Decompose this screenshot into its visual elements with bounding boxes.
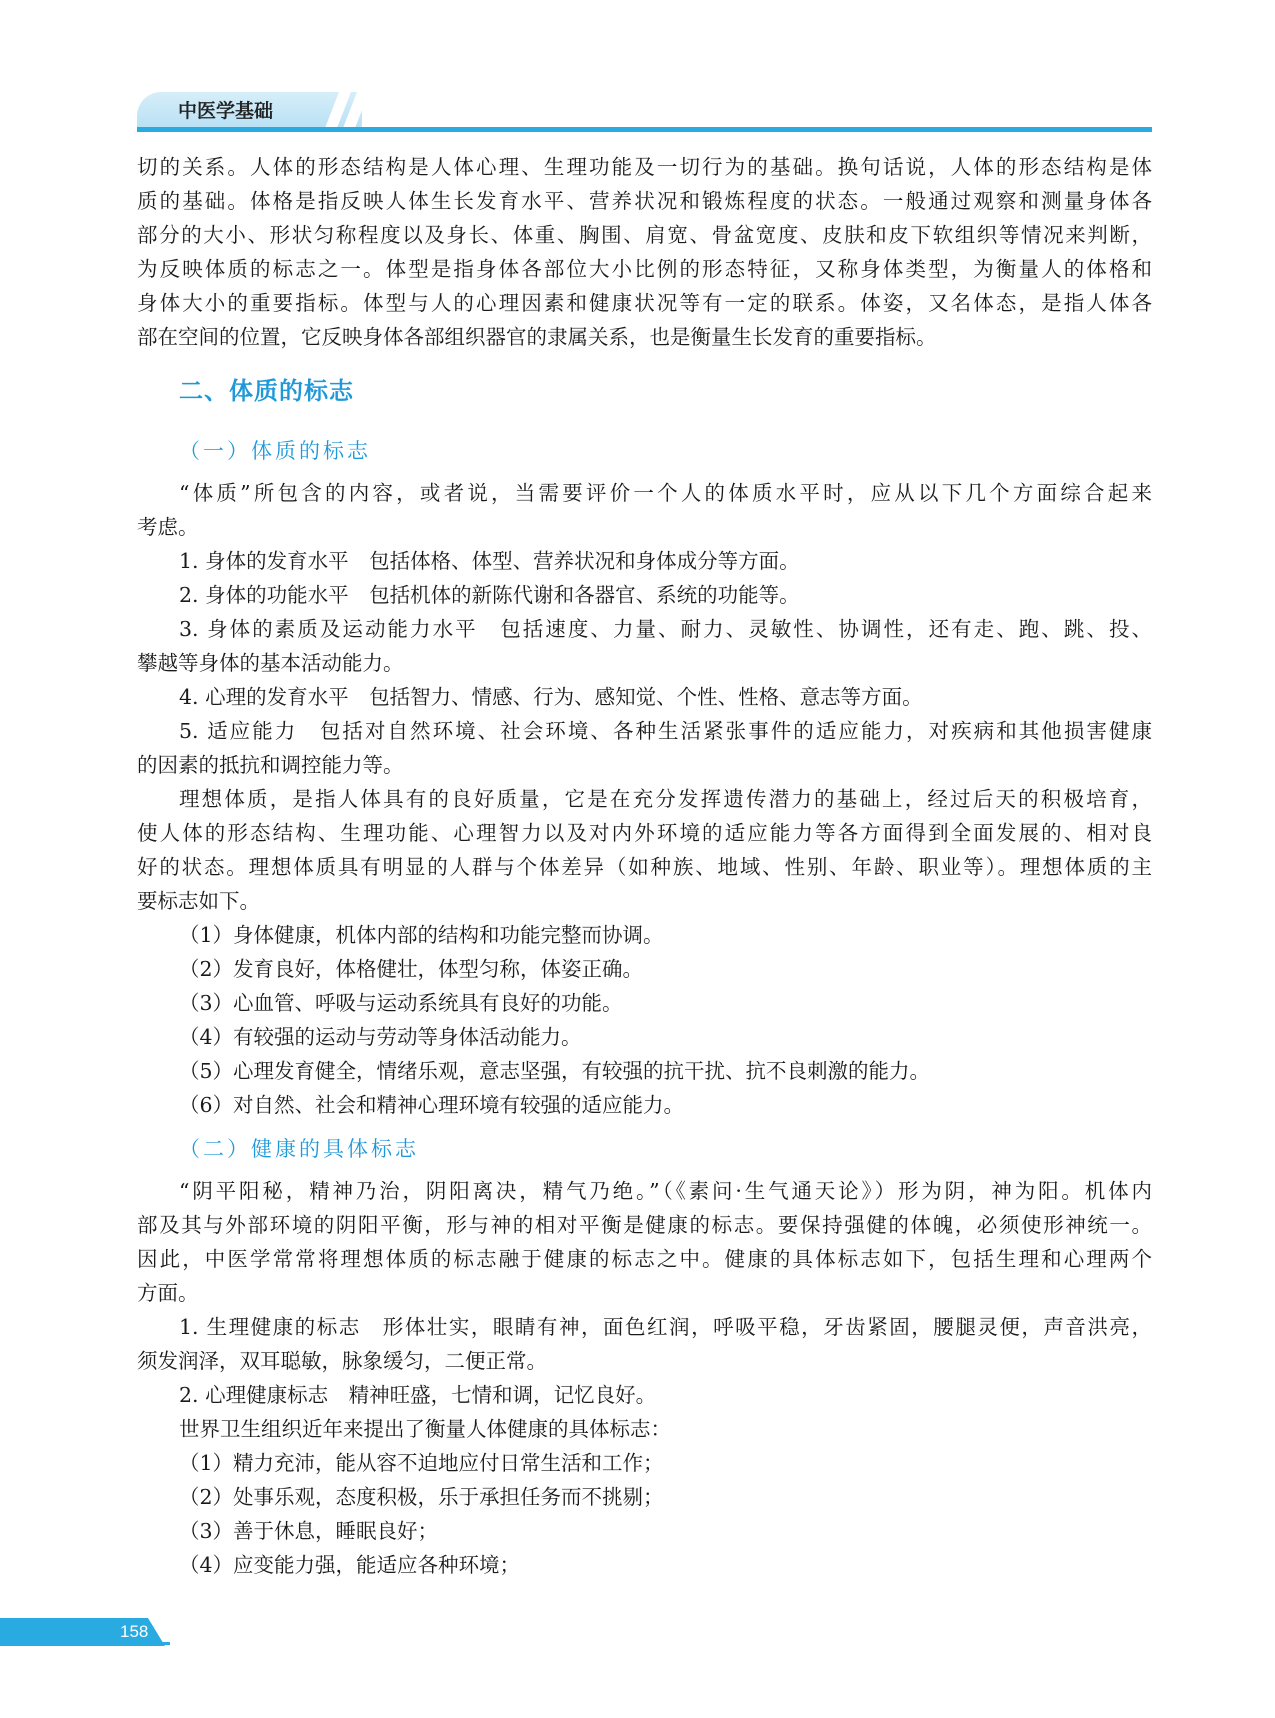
header-rule	[137, 127, 1152, 132]
text-line: 方面。	[137, 1281, 199, 1305]
text-line: 世界卫生组织近年来提出了衡量人体健康的具体标志：	[179, 1417, 671, 1441]
text-line: “阴平阳秘，精神乃治，阴阳离决，精气乃绝。”（《素问·生气通天论》）形为阴，神为阳。机体内	[179, 1179, 1152, 1203]
list-item: （1）身体健康，机体内部的结构和功能完整而协调。	[179, 923, 664, 947]
list-item: 2. 身体的功能水平 包括机体的新陈代谢和各器官、系统的功能等。	[179, 583, 800, 607]
list-item: （5）心理发育健全，情绪乐观，意志坚强，有较强的抗干扰、抗不良刺激的能力。	[179, 1059, 931, 1083]
list-item: 3. 身体的素质及运动能力水平 包括速度、力量、耐力、灵敏性、协调性，还有走、跑、跳、投、	[179, 617, 1152, 641]
subsection-heading: （二）健康的具体标志	[179, 1137, 419, 1161]
text-line: 部及其与外部环境的阴阳平衡，形与神的相对平衡是健康的标志。要保持强健的体魄，必须使形神统一。	[137, 1213, 1152, 1237]
text-line: 质的基础。体格是指反映人体生长发育水平、营养状况和锻炼程度的状态。一般通过观察和测量身体各	[137, 189, 1152, 213]
list-health-signs	[137, 1310, 1152, 1446]
list-item-continuation: 的因素的抵抗和调控能力等。	[137, 753, 404, 777]
list-item-continuation: 攀越等身体的基本活动能力。	[137, 651, 404, 675]
text-line: 切的关系。人体的形态结构是人体心理、生理功能及一切行为的基础。换句话说，人体的形态结构是体	[137, 155, 1152, 179]
list-item: 1. 身体的发育水平 包括体格、体型、营养状况和身体成分等方面。	[179, 549, 800, 573]
subsection-heading: （一）体质的标志	[179, 439, 371, 463]
paragraph-1	[137, 150, 1152, 354]
text-line: 要标志如下。	[137, 889, 260, 913]
list-item: （4）应变能力强，能适应各种环境；	[179, 1553, 521, 1577]
list-item: （2）发育良好，体格健壮，体型匀称，体姿正确。	[179, 957, 644, 981]
paragraph-2	[137, 476, 1152, 544]
text-line: 考虑。	[137, 515, 199, 539]
list-item: （6）对自然、社会和精神心理环境有较强的适应能力。	[179, 1093, 685, 1117]
text-line: 理想体质，是指人体具有的良好质量，它是在充分发挥遗传潜力的基础上，经过后天的积极培育，	[179, 787, 1152, 811]
list-item-continuation: 须发润泽，双耳聪敏，脉象缓匀，二便正常。	[137, 1349, 547, 1373]
header-stripes-decoration	[325, 92, 395, 128]
text-line: 好的状态。理想体质具有明显的人群与个体差异（如种族、地域、性别、年龄、职业等）。理想体质的主	[137, 855, 1152, 879]
text-line: 因此，中医学常常将理想体质的标志融于健康的标志之中。健康的具体标志如下，包括生理和心理两个	[137, 1247, 1152, 1271]
list-who-standards	[137, 1446, 1152, 1582]
text-line: 部在空间的位置，它反映身体各部组织器官的隶属关系，也是衡量生长发育的重要指标。	[137, 325, 937, 349]
list-item: （4）有较强的运动与劳动等身体活动能力。	[179, 1025, 582, 1049]
paragraph-3	[137, 782, 1152, 918]
text-line: “体质”所包含的内容，或者说，当需要评价一个人的体质水平时，应从以下几个方面综合起来	[179, 481, 1152, 505]
list-item: 5. 适应能力 包括对自然环境、社会环境、各种生活紧张事件的适应能力，对疾病和其他损害健康	[179, 719, 1152, 743]
list-item: （1）精力充沛，能从容不迫地应付日常生活和工作；	[179, 1451, 664, 1475]
text-line: 部分的大小、形状匀称程度以及身长、体重、胸围、肩宽、骨盆宽度、皮肤和皮下软组织等情况来判断，	[137, 223, 1152, 247]
list-ideal-constitution	[137, 918, 1152, 1122]
list-item: （2）处事乐观，态度积极，乐于承担任务而不挑剔；	[179, 1485, 664, 1509]
page-number: 158	[120, 1622, 149, 1641]
list-item: 2. 心理健康标志 精神旺盛，七情和调，记忆良好。	[179, 1383, 657, 1407]
list-item: 1. 生理健康的标志 形体壮实，眼睛有神，面色红润，呼吸平稳，牙齿紧固，腰腿灵便，声音洪亮，	[179, 1315, 1152, 1339]
list-item: （3）心血管、呼吸与运动系统具有良好的功能。	[179, 991, 623, 1015]
list-item: 4. 心理的发育水平 包括智力、情感、行为、感知觉、个性、性格、意志等方面。	[179, 685, 923, 709]
text-line: 使人体的形态结构、生理功能、心理智力以及对内外环境的适应能力等各方面得到全面发展的、相对良	[137, 821, 1152, 845]
list-body-levels	[137, 544, 1152, 782]
paragraph-4	[137, 1174, 1152, 1310]
section-heading: 二、体质的标志	[179, 377, 354, 405]
book-title: 中医学基础	[178, 100, 274, 122]
list-item: （3）善于休息，睡眠良好；	[179, 1519, 439, 1543]
page-content	[137, 150, 1152, 1582]
text-line: 身体大小的重要指标。体型与人的心理因素和健康状况等有一定的联系。体姿，又名体态，是指人体各	[137, 291, 1152, 315]
text-line: 为反映体质的标志之一。体型是指身体各部位大小比例的形态特征，又称身体类型，为衡量人的体格和	[137, 257, 1152, 281]
